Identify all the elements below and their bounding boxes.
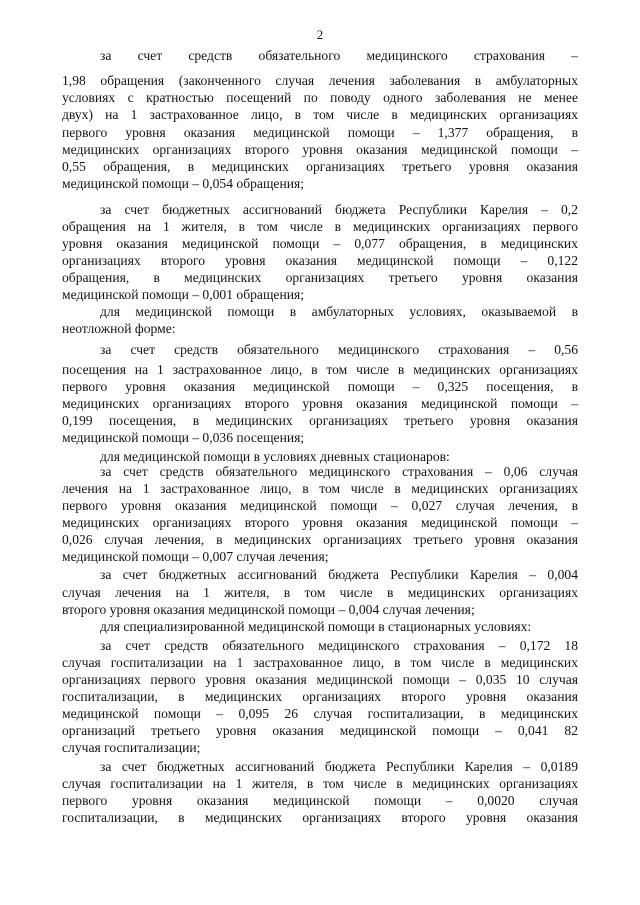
text-line: случая лечения на 1 жителя, в том числе в медицинских организациях [62,585,578,600]
text-line: уровня оказания медицинской помощи – 0,077 обращения, в медицинских [62,236,578,251]
text-line: медицинских организациях второго уровня оказания медицинской помощи – [62,396,578,411]
text-line: обращения, в медицинских организациях третьего уровня оказания [62,270,578,285]
text-line: медицинских организациях второго уровня оказания медицинской помощи – [62,515,578,530]
text-line: 0,55 обращения, в медицинских организациях третьего уровня оказания [62,159,578,174]
text-line: организаций третьего уровня оказания медицинской помощи – 0,041 82 [62,723,578,738]
text-line: 0,026 случая лечения, в медицинских организациях третьего уровня оказания [62,532,578,547]
text-line: первого уровня оказания медицинской помощи – 0,0020 случая [62,793,578,808]
text-line: второго уровня оказания медицинской помощи – 0,004 случая лечения; [62,602,475,617]
text-line: организациях второго уровня оказания медицинской помощи – 0,122 [62,253,578,268]
text-line: для медицинской помощи в условиях дневных стационаров: [100,449,450,464]
text-line: обращения на 1 жителя, в том числе в медицинских организациях первого [62,219,578,234]
text-line: за счет бюджетных ассигнований бюджета Республики Карелия – 0,004 [100,567,578,582]
text-line: медицинской помощи – 0,001 обращения; [62,287,305,302]
text-line: за счет бюджетных ассигнований бюджета Республики Карелия – 0,2 [100,202,578,217]
text-line: за счет бюджетных ассигнований бюджета Республики Карелия – 0,0189 [100,759,578,774]
text-line: медицинской помощи – 0,054 обращения; [62,176,305,191]
text-line: случая госпитализации; [62,740,201,755]
text-line: медицинских организациях второго уровня оказания медицинской помощи – [62,142,578,157]
text-line: госпитализации, в медицинских организациях второго уровня оказания [62,689,578,704]
text-line: госпитализации, в медицинских организациях второго уровня оказания [62,810,578,825]
page-number: 2 [316,27,324,42]
text-line: неотложной форме: [62,321,176,336]
text-line: за счет средств обязательного медицинского страхования – 0,06 случая [100,464,578,479]
text-line: за счет средств обязательного медицинского страхования – 0,172 18 [100,638,578,653]
text-line: двух) на 1 застрахованное лицо, в том числе в медицинских организациях [62,107,578,122]
text-line: для специализированной медицинской помощи в стационарных условиях: [100,619,532,634]
text-line: 0,199 посещения, в медицинских организациях третьего уровня оказания [62,413,578,428]
text-line: медицинской помощи – 0,007 случая лечения; [62,549,329,564]
text-line: первого уровня оказания медицинской помощи – 0,027 случая лечения, в [62,498,578,513]
text-line: организациях первого уровня оказания медицинской помощи – 0,035 10 случая [62,672,578,687]
text-line: первого уровня оказания медицинской помощи – 1,377 обращения, в [62,125,578,140]
text-line: случая госпитализации на 1 застрахованное лицо, в том числе в медицинских [62,655,578,670]
text-line: медицинской помощи – 0,095 26 случая госпитализации, в медицинских [62,706,578,721]
text-line: 1,98 обращения (законченного случая лечения заболевания в амбулаторных [62,73,578,88]
text-line: посещения на 1 застрахованное лицо, в том числе в медицинских организациях [62,362,578,377]
text-line: за счет средств обязательного медицинского страхования – [100,48,578,63]
text-line: случая госпитализации на 1 жителя, в том числе в медицинских организациях [62,776,578,791]
text-line: условиях с кратностью посещений по поводу одного заболевания не менее [62,90,578,105]
text-line: первого уровня оказания медицинской помощи – 0,325 посещения, в [62,379,578,394]
text-line: для медицинской помощи в амбулаторных условиях, оказываемой в [100,304,578,319]
text-line: за счет средств обязательного медицинского страхования – 0,56 [100,342,578,357]
text-line: медицинской помощи – 0,036 посещения; [62,430,305,445]
text-line: лечения на 1 застрахованное лицо, в том числе в медицинских организациях [62,481,578,496]
